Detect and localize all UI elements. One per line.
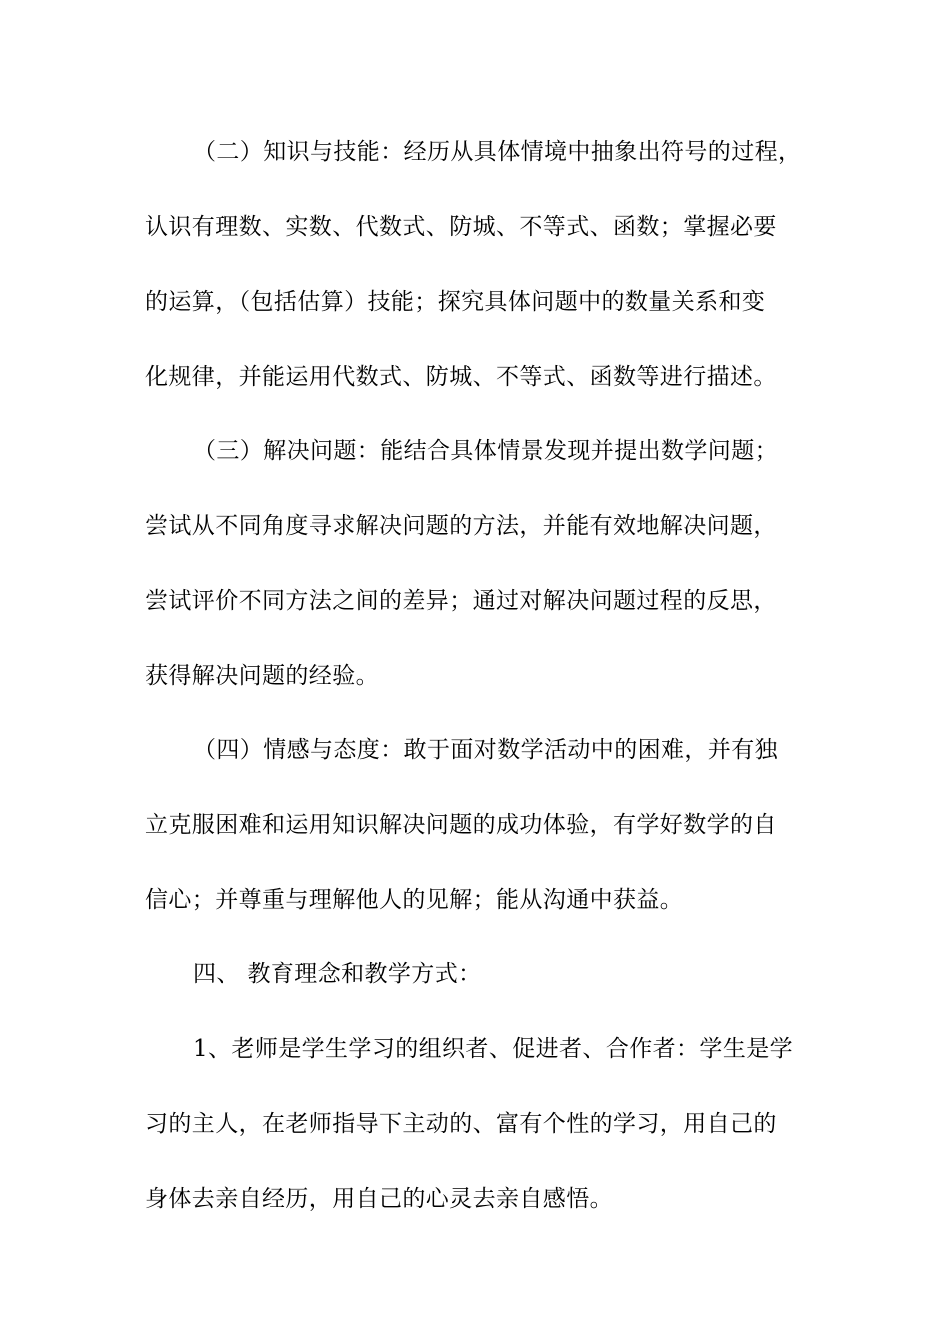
- paragraph-line: 认识有理数、实数、代数式、防城、不等式、函数；掌握必要: [145, 214, 777, 240]
- paragraph-line: 身体去亲自经历，用自己的心灵去亲自感悟。: [145, 1186, 613, 1212]
- paragraph-line: （三）解决问题：能结合具体情景发现并提出数学问题；: [193, 438, 778, 464]
- paragraph-line: 1、老师是学生学习的组织者、促进者、合作者：学生是学: [193, 1036, 794, 1062]
- paragraph-line: 尝试从不同角度寻求解决问题的方法，并能有效地解决问题，: [145, 513, 777, 539]
- paragraph-line: 立克服困难和运用知识解决问题的成功体验，有学好数学的自: [145, 812, 777, 838]
- paragraph-line: 化规律，并能运用代数式、防城、不等式、函数等进行描述。: [145, 364, 777, 390]
- paragraph-line: （二）知识与技能：经历从具体情境中抽象出符号的过程，: [193, 139, 802, 165]
- paragraph-line: 获得解决问题的经验。: [145, 663, 379, 689]
- section-heading: 四、 教育理念和教学方式：: [193, 961, 482, 987]
- paragraph-line: 尝试评价不同方法之间的差异；通过对解决问题过程的反思，: [145, 588, 777, 614]
- paragraph-line: （四）情感与态度：敢于面对数学活动中的困难，并有独: [193, 737, 778, 763]
- paragraph-line: 习的主人，在老师指导下主动的、富有个性的学习，用自己的: [145, 1111, 777, 1137]
- paragraph-line: 的运算，（包括估算）技能；探究具体问题中的数量关系和变: [145, 289, 766, 315]
- paragraph-line: 信心；并尊重与理解他人的见解；能从沟通中获益。: [145, 887, 684, 913]
